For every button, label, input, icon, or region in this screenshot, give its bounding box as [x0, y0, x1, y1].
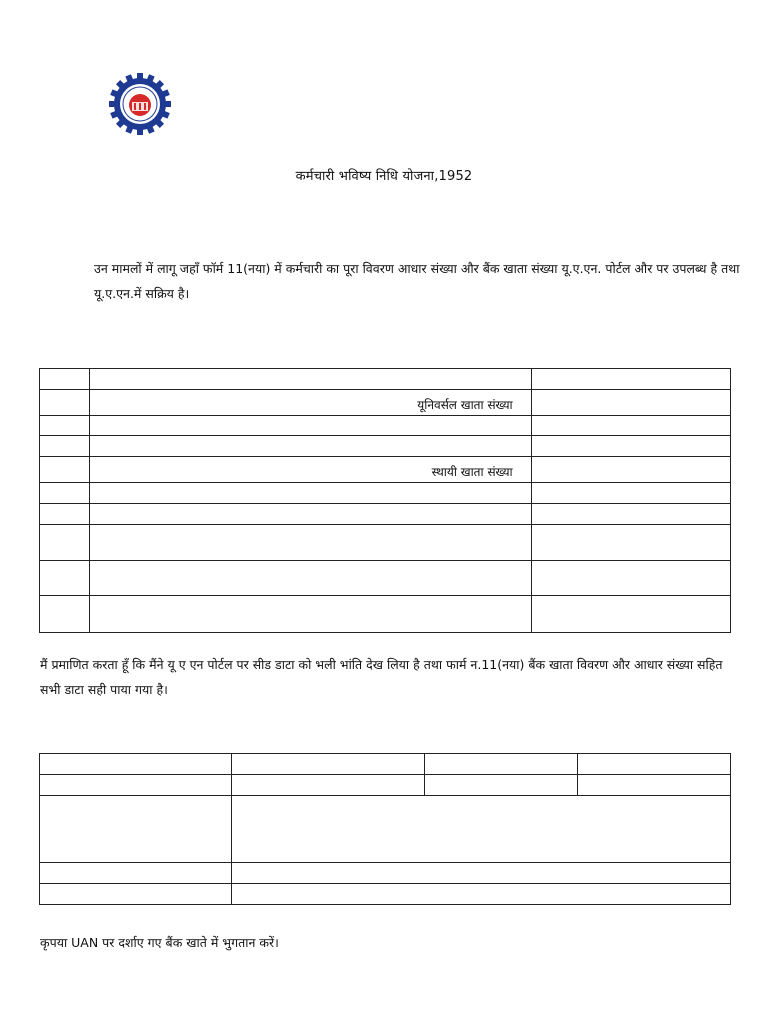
table-cell: [40, 596, 90, 633]
table-cell[interactable]: [531, 369, 730, 390]
table-cell[interactable]: [40, 884, 232, 905]
table-row: [40, 796, 731, 863]
table-cell: [89, 596, 531, 633]
table-cell: [40, 457, 90, 483]
uan-field[interactable]: [531, 390, 730, 416]
certification-paragraph: मैं प्रमाणित करता हूँ कि मैंने यू ए एन पोर्टल पर सीड डाटा को भली भांति देख लिया है तथा फार्म न.11(नया) बैंक खाता विवरण और आधार संख्या सहित सभी डाटा सही पाया गया है।: [40, 657, 723, 697]
member-details-table: [39, 368, 731, 633]
table-row: [40, 525, 731, 561]
table-cell: [40, 436, 90, 457]
table-row: [40, 775, 731, 796]
table-cell[interactable]: [40, 863, 232, 884]
table-cell: [89, 416, 531, 436]
table-cell[interactable]: [40, 796, 232, 863]
pan-field[interactable]: [531, 457, 730, 483]
table-cell[interactable]: [531, 504, 730, 525]
table-cell: [40, 369, 90, 390]
table-cell[interactable]: [531, 483, 730, 504]
signature-table: [39, 753, 731, 905]
epfo-logo-icon: [108, 72, 172, 136]
table-cell[interactable]: [424, 775, 577, 796]
table-cell: [89, 561, 531, 596]
table-cell: [40, 525, 90, 561]
uan-label: यूनिवर्सल खाता संख्या: [89, 390, 531, 416]
table-cell[interactable]: [531, 436, 730, 457]
table-row: [40, 436, 731, 457]
table-cell[interactable]: [232, 863, 731, 884]
table-row: [40, 390, 731, 416]
table-cell[interactable]: [577, 754, 730, 775]
payment-note: कृपया UAN पर दर्शाए गए बैंक खाते में भुगतान करें।: [40, 935, 279, 950]
table-cell[interactable]: [531, 416, 730, 436]
pan-label: स्थायी खाता संख्या: [89, 457, 531, 483]
table-cell[interactable]: [424, 754, 577, 775]
table-row: [40, 561, 731, 596]
table-row: [40, 369, 731, 390]
page-title: कर्मचारी भविष्य निधि योजना,1952: [295, 169, 473, 184]
table-row: [40, 504, 731, 525]
table-row: [40, 483, 731, 504]
table-row: [40, 457, 731, 483]
table-cell: [89, 436, 531, 457]
table-cell: [40, 390, 90, 416]
table-cell[interactable]: [232, 775, 424, 796]
table-row: [40, 754, 731, 775]
table-row: [40, 596, 731, 633]
table-cell: [40, 483, 90, 504]
intro-paragraph: उन मामलों में लागू जहाँ फॉर्म 11(नया) में कर्मचारी का पूरा विवरण आधार संख्या और बैंक खाता संख्या यू.ए.एन. पोर्टल और पर उपलब्ध है तथा यू.ए.एन.में सक्रिय है।: [94, 261, 740, 301]
table-cell: [89, 504, 531, 525]
table-row: [40, 884, 731, 905]
table-cell: [40, 416, 90, 436]
table-cell[interactable]: [40, 775, 232, 796]
table-cell: [40, 504, 90, 525]
table-cell: [89, 483, 531, 504]
table-row: [40, 863, 731, 884]
table-cell: [40, 561, 90, 596]
table-row: [40, 416, 731, 436]
table-cell: [89, 525, 531, 561]
table-cell[interactable]: [232, 754, 424, 775]
table-cell[interactable]: [232, 884, 731, 905]
table-cell[interactable]: [40, 754, 232, 775]
signature-box[interactable]: [232, 796, 731, 863]
table-cell: [89, 369, 531, 390]
table-cell[interactable]: [577, 775, 730, 796]
table-cell[interactable]: [531, 561, 730, 596]
table-cell[interactable]: [531, 525, 730, 561]
table-cell[interactable]: [531, 596, 730, 633]
